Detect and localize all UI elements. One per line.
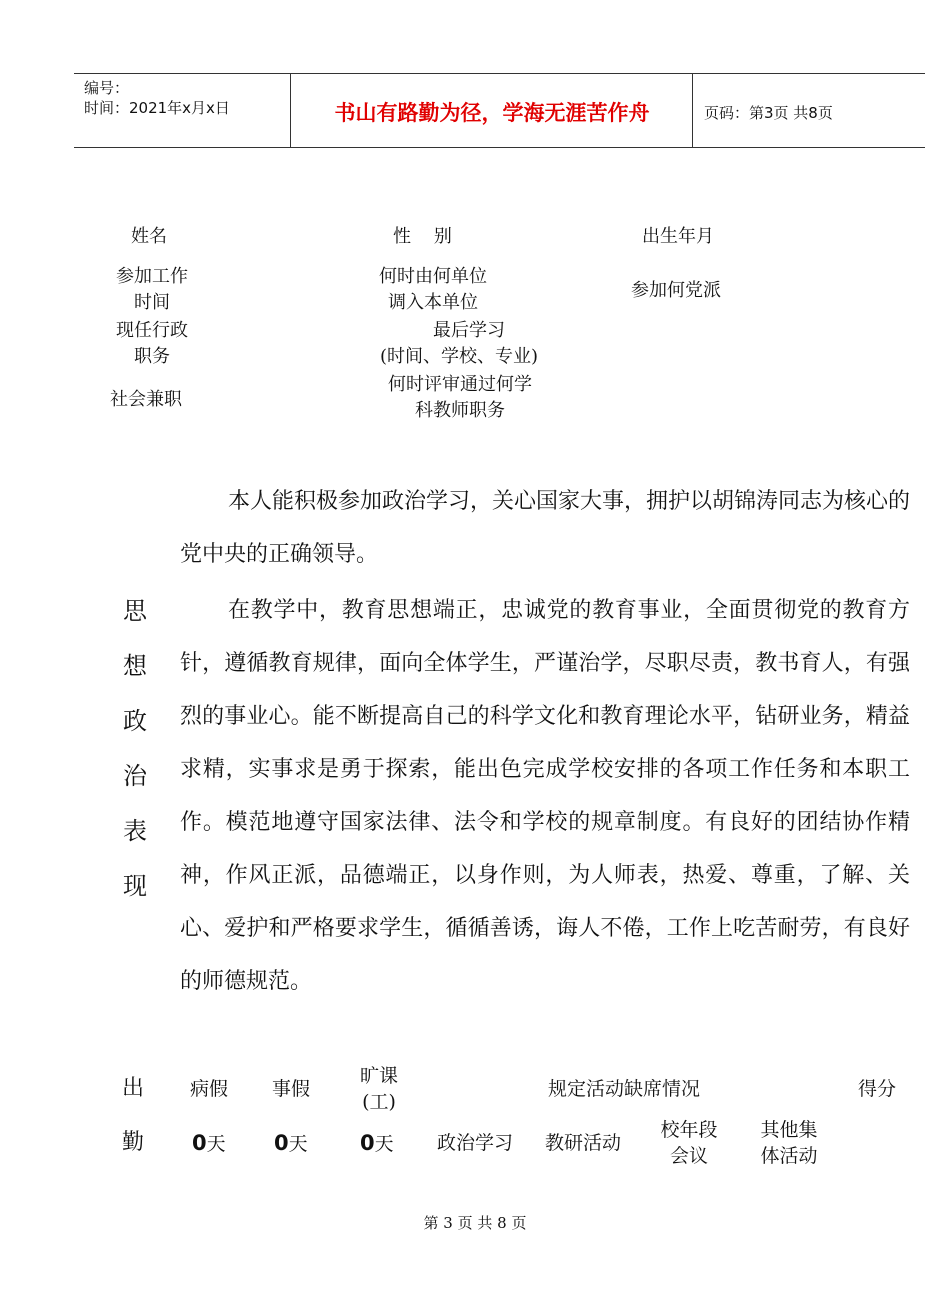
other-activity-label-line1: 其他集 bbox=[760, 1119, 818, 1141]
teacher-title-label-line2: 科教师职务 bbox=[415, 400, 505, 421]
sick-leave-label: 病假 bbox=[190, 1078, 229, 1100]
day-unit: 天 bbox=[206, 1133, 226, 1155]
grade-meeting-label bbox=[656, 1117, 722, 1169]
section-title-char: 思 bbox=[123, 597, 147, 625]
section-title-char: 想 bbox=[123, 652, 147, 680]
day-unit: 天 bbox=[288, 1133, 308, 1155]
education-label-line2: (时间、学校、专业) bbox=[379, 346, 539, 367]
position-label-line2: 职务 bbox=[134, 346, 170, 367]
absence-label-line1: 旷课 bbox=[359, 1065, 398, 1087]
personal-leave-value bbox=[274, 1130, 308, 1157]
section-title-char: 表 bbox=[123, 817, 147, 845]
absence-days: 0 bbox=[360, 1131, 375, 1155]
other-activity-label-line2: 体活动 bbox=[760, 1145, 818, 1167]
transfer-label bbox=[366, 264, 500, 316]
day-unit: 天 bbox=[374, 1133, 394, 1155]
birth-date-label: 出生年月 bbox=[642, 226, 714, 247]
grade-meeting-label-line2: 会议 bbox=[669, 1145, 708, 1167]
header-motto: 书山有路勤为径，学海无涯苦作舟 bbox=[334, 101, 650, 125]
work-start-label-line1: 参加工作 bbox=[116, 266, 188, 287]
header-page-number: 页码：第3页 共8页 bbox=[704, 104, 833, 122]
score-label: 得分 bbox=[858, 1078, 897, 1100]
attendance-title-char: 出 bbox=[122, 1076, 145, 1101]
work-start-label bbox=[110, 264, 194, 316]
transfer-label-line1: 何时由何单位 bbox=[379, 266, 487, 287]
attendance-title-char: 勤 bbox=[122, 1130, 145, 1155]
paragraph-text: 在教学中，教育思想端正，忠诚党的教育事业，全面贯彻党的教育方针，遵循教育规律，面向全体学生，严谨治学，尽职尽责，教书育人，有强烈的事业心。能不断提高自己的科学文化和教育理论水平，钻研业务，精益求精，实事求是勇于探索，能出色完成学校安排的各项工作任务和本职工作。模范地遵守国家法律、法令和学校的规章制度。有良好的团结协作精神，作风正派，品德端正，以身作则，为人师表，热爱、尊重，了解、关心、爱护和严格要求学生，循循善诱，诲人不倦，工作上吃苦耐劳，有良好的师德规范。 bbox=[180, 598, 910, 994]
name-label: 姓名 bbox=[131, 226, 167, 247]
political-study-label: 政治学习 bbox=[437, 1132, 514, 1154]
section-title-char: 现 bbox=[123, 872, 147, 900]
social-position-label: 社会兼职 bbox=[110, 389, 182, 410]
party-label: 参加何党派 bbox=[631, 280, 721, 301]
personal-leave-label: 事假 bbox=[272, 1078, 311, 1100]
absence-label-line2: (工) bbox=[362, 1091, 396, 1113]
gender-label: 性 别 bbox=[393, 226, 452, 247]
page-footer: 第 3 页 共 8 页 bbox=[423, 1214, 527, 1232]
position-label bbox=[110, 318, 194, 370]
header-divider bbox=[692, 74, 693, 147]
page-header bbox=[74, 73, 925, 148]
teacher-title-label-line1: 何时评审通过何学 bbox=[388, 374, 532, 395]
absence-value bbox=[360, 1130, 394, 1157]
header-meta bbox=[84, 78, 230, 118]
teacher-title-label bbox=[376, 372, 544, 424]
transfer-label-line2: 调入本单位 bbox=[388, 292, 478, 313]
sick-leave-days: 0 bbox=[192, 1131, 207, 1155]
paragraph-text: 本人能积极参加政治学习，关心国家大事，拥护以胡锦涛同志为核心的党中央的正确领导。 bbox=[180, 489, 911, 567]
document-number-label: 编号： bbox=[84, 79, 130, 97]
section-title-char: 政 bbox=[123, 707, 147, 735]
sick-leave-value bbox=[192, 1130, 226, 1157]
political-paragraph-2 bbox=[180, 584, 910, 1008]
header-divider bbox=[290, 74, 291, 147]
section-title-vertical bbox=[120, 584, 150, 914]
document-date-label: 时间：2021年x月x日 bbox=[84, 99, 230, 117]
work-start-label-line2: 时间 bbox=[134, 292, 170, 313]
other-activity-label bbox=[756, 1117, 822, 1169]
position-label-line1: 现任行政 bbox=[116, 320, 188, 341]
political-paragraph-1 bbox=[180, 475, 910, 581]
activity-absence-label: 规定活动缺席情况 bbox=[548, 1078, 701, 1100]
personal-leave-days: 0 bbox=[274, 1131, 289, 1155]
teaching-research-label: 教研活动 bbox=[545, 1132, 622, 1154]
education-label bbox=[366, 318, 552, 370]
education-label-line1: 最后学习 bbox=[433, 320, 505, 341]
section-title-char: 治 bbox=[123, 762, 147, 790]
absence-label bbox=[356, 1063, 402, 1115]
grade-meeting-label-line1: 校年段 bbox=[660, 1119, 718, 1141]
